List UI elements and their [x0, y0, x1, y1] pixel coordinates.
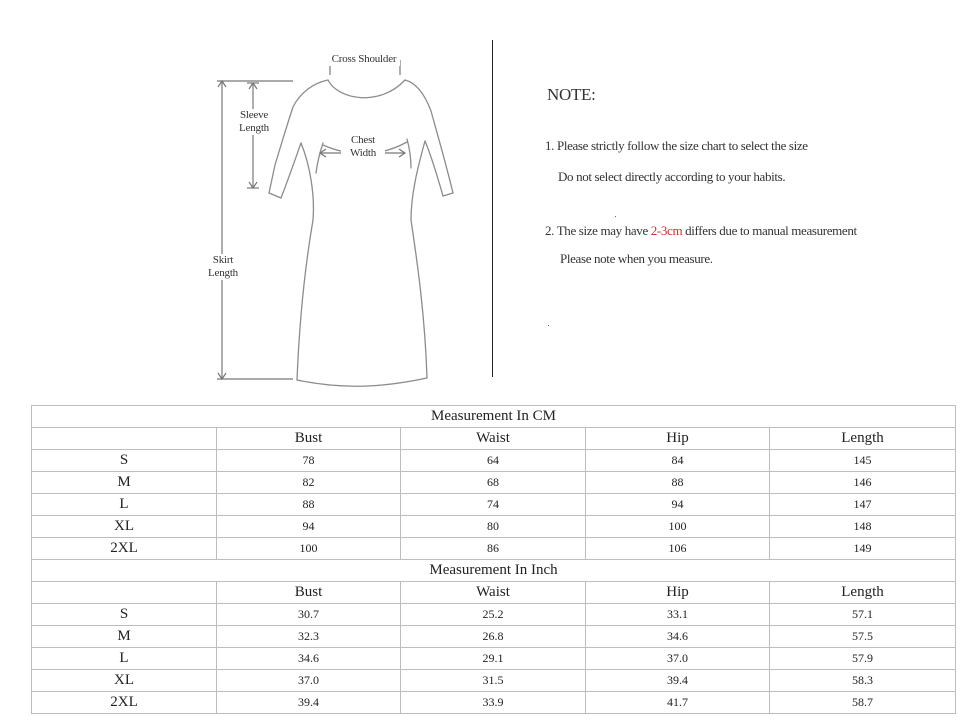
measurement-value-cell: 58.7: [770, 692, 956, 714]
column-header: Waist: [401, 582, 586, 604]
column-header: Bust: [217, 582, 401, 604]
note-line-1: 1. Please strictly follow the size chart to select the size: [545, 138, 808, 153]
measurement-value-cell: 88: [217, 494, 401, 516]
table-header-row: [32, 428, 956, 450]
table-row: [32, 538, 956, 560]
measurement-value-cell: 94: [217, 516, 401, 538]
measurement-value-cell: 74: [401, 494, 586, 516]
size-chart-table: [31, 405, 956, 714]
size-label-cell: S: [32, 604, 217, 626]
measurement-value-cell: 80: [401, 516, 586, 538]
table-row: [32, 472, 956, 494]
measurement-value-cell: 149: [770, 538, 956, 560]
size-label-cell: M: [32, 472, 217, 494]
table-row: [32, 494, 956, 516]
measurement-value-cell: 33.9: [401, 692, 586, 714]
note-line-3-end: differs due to manual measurement: [682, 223, 857, 238]
measurement-value-cell: 148: [770, 516, 956, 538]
measurement-value-cell: 57.1: [770, 604, 956, 626]
table-row: [32, 604, 956, 626]
measurement-value-cell: 82: [217, 472, 401, 494]
dress-measurement-diagram: [195, 45, 470, 390]
note-line-2: Do not select directly according to your habits.: [558, 169, 786, 184]
measurement-value-cell: 41.7: [586, 692, 770, 714]
size-label-cell: 2XL: [32, 538, 217, 560]
measurement-value-cell: 147: [770, 494, 956, 516]
measurement-value-cell: 100: [586, 516, 770, 538]
column-header: Bust: [217, 428, 401, 450]
size-label-cell: XL: [32, 516, 217, 538]
measurement-value-cell: 34.6: [586, 626, 770, 648]
column-header: Length: [770, 428, 956, 450]
stray-dot: [548, 325, 549, 326]
measurement-value-cell: 37.0: [586, 648, 770, 670]
column-header: Length: [770, 582, 956, 604]
measurement-value-cell: 34.6: [217, 648, 401, 670]
chest-width-label: Chest Width: [341, 134, 385, 160]
table-row: [32, 692, 956, 714]
table-section-caption: Measurement In Inch: [32, 560, 956, 582]
note-highlight-tolerance: 2-3cm: [650, 223, 683, 238]
table-caption-row: [32, 406, 956, 428]
measurement-value-cell: 64: [401, 450, 586, 472]
measurement-value-cell: 84: [586, 450, 770, 472]
measurement-value-cell: 31.5: [401, 670, 586, 692]
measurement-value-cell: 29.1: [401, 648, 586, 670]
measurement-value-cell: 25.2: [401, 604, 586, 626]
dress-outline-illustration: [195, 45, 470, 390]
table-corner-cell: [32, 582, 217, 604]
cross-shoulder-label: Cross Shoulder: [328, 53, 400, 66]
measurement-value-cell: 100: [217, 538, 401, 560]
measurement-value-cell: 39.4: [586, 670, 770, 692]
note-line-3-start: 2. The size may have: [545, 223, 651, 238]
measurement-value-cell: 58.3: [770, 670, 956, 692]
size-label-cell: L: [32, 494, 217, 516]
table-row: [32, 516, 956, 538]
note-line-3: [545, 223, 857, 239]
measurement-value-cell: 33.1: [586, 604, 770, 626]
measurement-value-cell: 37.0: [217, 670, 401, 692]
column-header: Hip: [586, 428, 770, 450]
measurement-value-cell: 32.3: [217, 626, 401, 648]
table-section-caption: Measurement In CM: [32, 406, 956, 428]
measurement-value-cell: 30.7: [217, 604, 401, 626]
sleeve-length-label: Sleeve Length: [233, 109, 275, 135]
table-row: [32, 648, 956, 670]
note-title: NOTE:: [547, 85, 596, 104]
table-row: [32, 450, 956, 472]
size-label-cell: S: [32, 450, 217, 472]
measurement-value-cell: 68: [401, 472, 586, 494]
measurement-value-cell: 86: [401, 538, 586, 560]
measurement-value-cell: 106: [586, 538, 770, 560]
table-row: [32, 670, 956, 692]
measurement-value-cell: 57.5: [770, 626, 956, 648]
size-label-cell: L: [32, 648, 217, 670]
measurement-value-cell: 145: [770, 450, 956, 472]
column-header: Hip: [586, 582, 770, 604]
stray-dot: [615, 216, 616, 217]
measurement-value-cell: 39.4: [217, 692, 401, 714]
size-label-cell: 2XL: [32, 692, 217, 714]
measurement-value-cell: 57.9: [770, 648, 956, 670]
table-row: [32, 626, 956, 648]
measurement-value-cell: 146: [770, 472, 956, 494]
table-header-row: [32, 582, 956, 604]
table-corner-cell: [32, 428, 217, 450]
size-label-cell: M: [32, 626, 217, 648]
vertical-divider: [492, 40, 493, 377]
measurement-value-cell: 26.8: [401, 626, 586, 648]
measurement-value-cell: 78: [217, 450, 401, 472]
skirt-length-label: Skirt Length: [203, 254, 243, 280]
measurement-value-cell: 94: [586, 494, 770, 516]
table-caption-row: [32, 560, 956, 582]
measurement-value-cell: 88: [586, 472, 770, 494]
column-header: Waist: [401, 428, 586, 450]
size-label-cell: XL: [32, 670, 217, 692]
note-line-4: Please note when you measure.: [560, 251, 713, 266]
